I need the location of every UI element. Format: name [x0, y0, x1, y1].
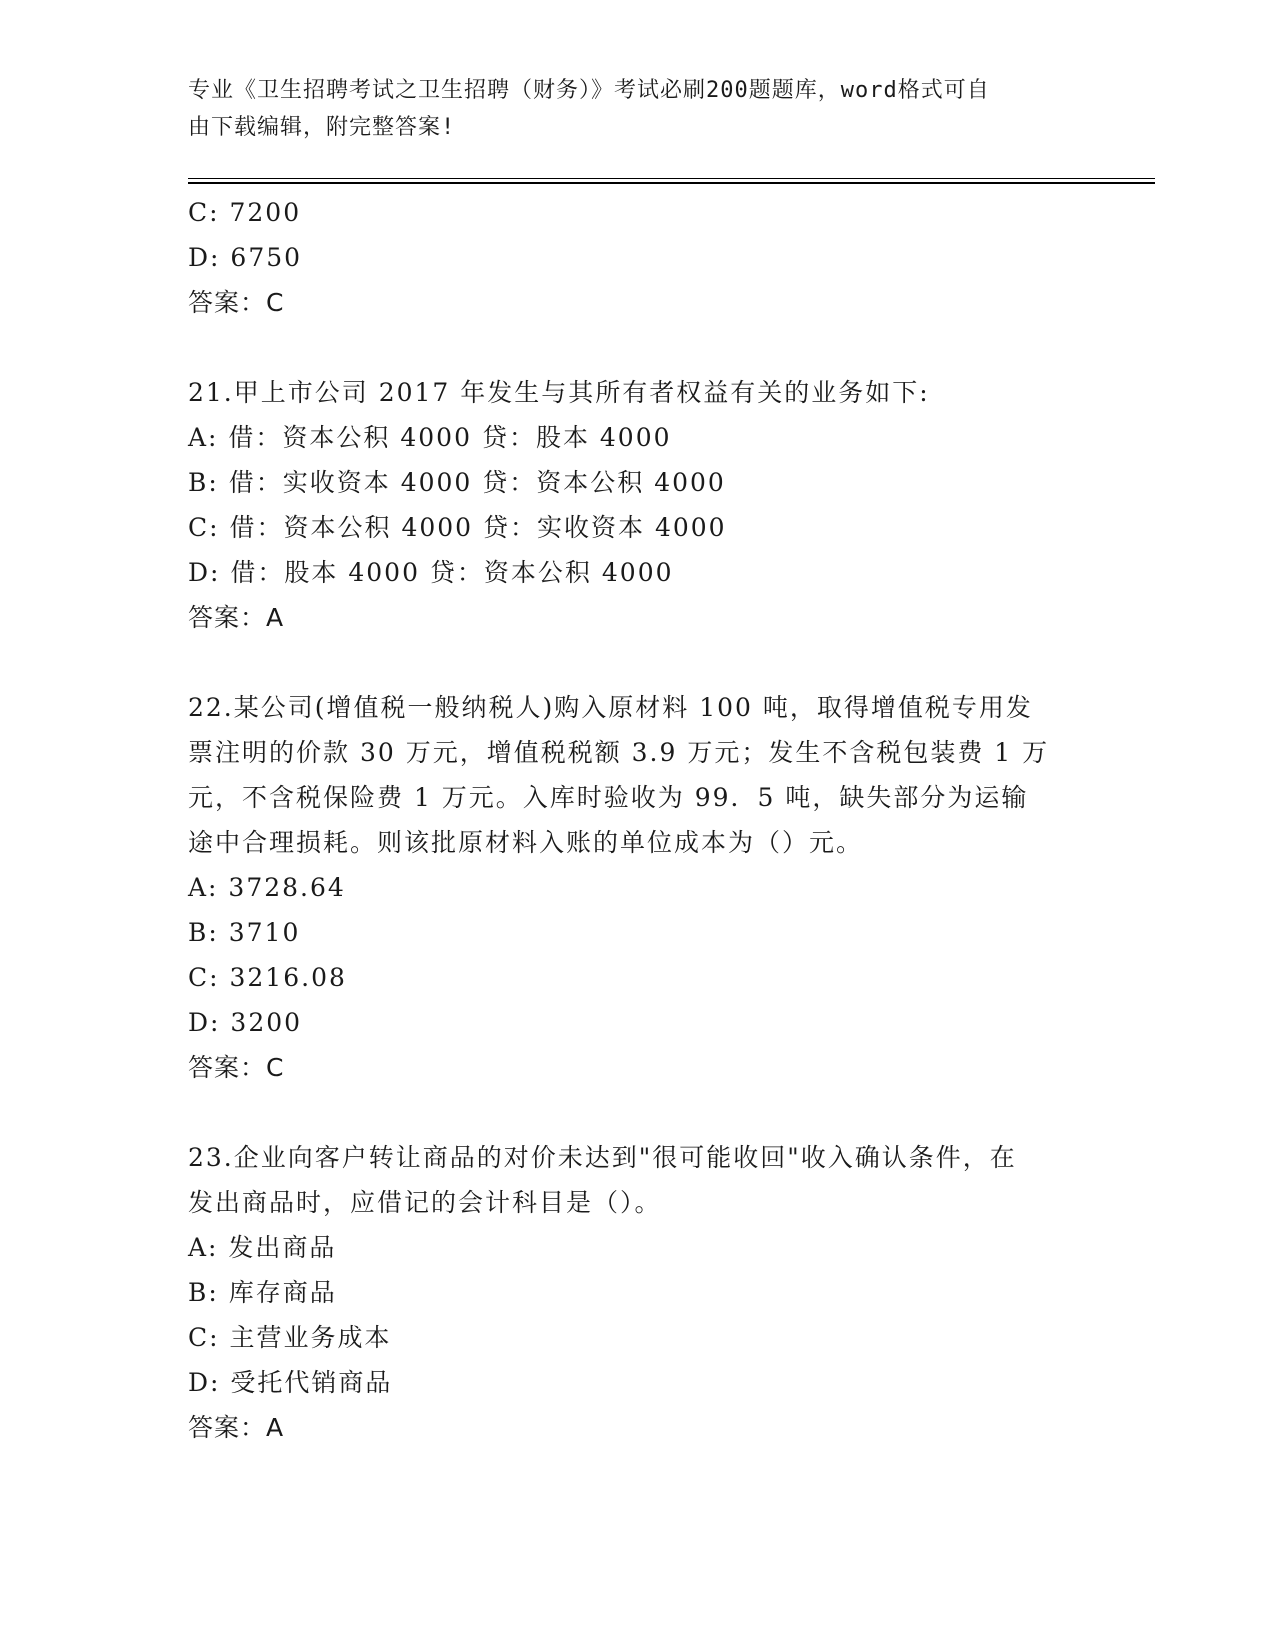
question-22: [188, 685, 1088, 1090]
header-title-line-2: 由下载编辑，附完整答案!: [188, 115, 456, 140]
answer-line: 答案：C: [188, 1053, 285, 1082]
spacer: [188, 1090, 1088, 1135]
option-c: C: 借：资本公积 4000 贷：实收资本 4000: [188, 513, 727, 542]
question-stem-line: 21.甲上市公司 2017 年发生与其所有者权益有关的业务如下:: [188, 378, 930, 407]
option-d: D: 3200: [188, 1008, 303, 1037]
option-d: D: 6750: [188, 243, 303, 272]
answer-line: 答案：A: [188, 1413, 285, 1442]
option-c: C: 3216.08: [188, 963, 347, 992]
option-c: C: 主营业务成本: [188, 1323, 392, 1352]
option-a: A: 发出商品: [188, 1233, 337, 1262]
option-c: C: 7200: [188, 198, 302, 227]
answer-line: 答案：C: [188, 288, 285, 317]
option-b: B: 3710: [188, 918, 301, 947]
question-stem-line: 发出商品时，应借记的会计科目是（）。: [188, 1188, 662, 1217]
previous-question-tail: [188, 190, 1088, 325]
option-a: A: 借：资本公积 4000 贷：股本 4000: [188, 423, 672, 452]
option-b: B: 库存商品: [188, 1278, 337, 1307]
header-divider-thin: [188, 178, 1155, 179]
question-23: [188, 1135, 1088, 1450]
header-title-line-1: 专业《卫生招聘考试之卫生招聘（财务）》考试必刷200题题库，word格式可自: [188, 78, 990, 103]
question-stem-line: 22.某公司(增值税一般纳税人)购入原材料 100 吨，取得增值税专用发: [188, 693, 1033, 722]
option-b: B: 借：实收资本 4000 贷：资本公积 4000: [188, 468, 726, 497]
option-a: A: 3728.64: [188, 873, 346, 902]
question-stem-line: 23.企业向客户转让商品的对价未达到"很可能收回"收入确认条件，在: [188, 1143, 1017, 1172]
option-d: D: 借：股本 4000 贷：资本公积 4000: [188, 558, 674, 587]
answer-line: 答案：A: [188, 603, 285, 632]
question-21: [188, 370, 1088, 640]
spacer: [188, 325, 1088, 370]
question-stem-line: 途中合理损耗。则该批原材料入账的单位成本为（）元。: [188, 828, 864, 857]
question-stem-line: 元，不含税保险费 1 万元。入库时验收为 99．5 吨，缺失部分为运输: [188, 783, 1029, 812]
question-stem-line: 票注明的价款 30 万元，增值税税额 3.9 万元；发生不含税包装费 1 万: [188, 738, 1050, 767]
header-divider-thick: [188, 182, 1155, 184]
spacer: [188, 640, 1088, 685]
option-d: D: 受托代销商品: [188, 1368, 393, 1397]
document-header: [188, 72, 1068, 146]
document-body: [188, 190, 1088, 1450]
